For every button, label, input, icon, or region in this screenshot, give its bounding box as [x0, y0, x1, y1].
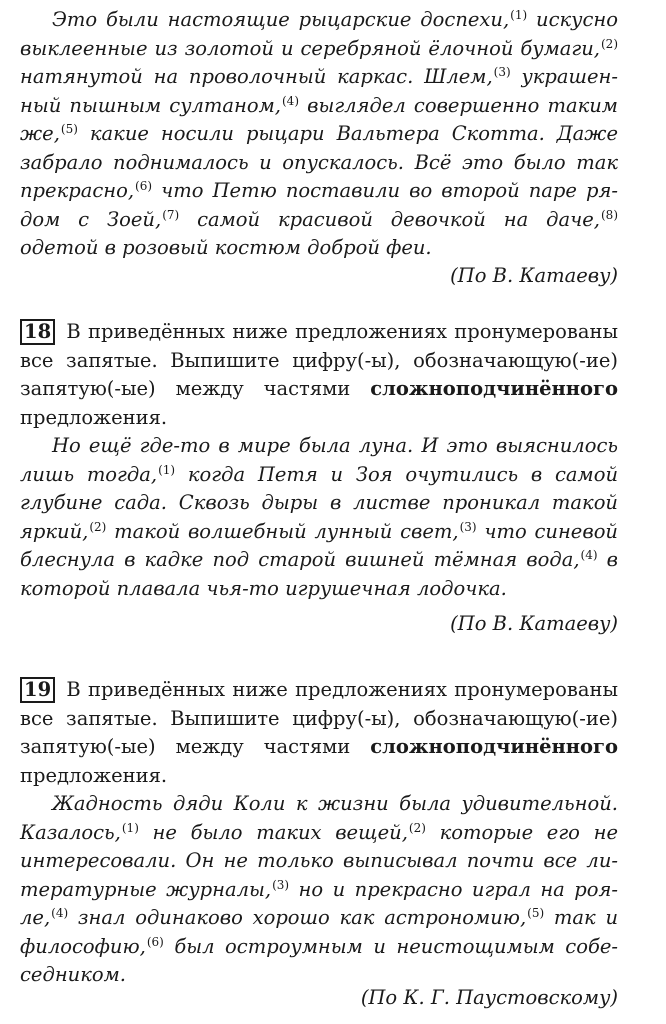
passage-text: но и прекрасно играл на рояле, — [20, 877, 618, 929]
task-number-18: 18 — [20, 319, 55, 345]
passage-text: выглядел совершенно таким же, — [20, 93, 618, 145]
comma-marker: (4) — [51, 906, 69, 920]
instruction-text: предложения. — [20, 405, 168, 429]
task-18-instruction — [20, 318, 618, 432]
instruction-bold-term: сложноподчинённого — [370, 377, 618, 400]
comma-marker: (4) — [580, 548, 598, 562]
passage-text: натянутой на проволочный каркас. Шлем, — [20, 65, 493, 88]
passage-text: что Петю поставили во второй паре рядом с Зоей, — [20, 179, 618, 231]
passage-text: такой волшебный лунный свет, — [106, 519, 459, 543]
passage-text: одетой в розовый костюм доброй феи. — [20, 236, 432, 259]
passage-text: которые его не интересовали. Он не только выписывал почти все литературные журналы, — [20, 820, 618, 901]
task-number-19: 19 — [20, 677, 55, 703]
passage-text: в которой плавала чья-то игрушечная лодочка. — [20, 548, 618, 600]
source-attribution-19: (По К. Г. Паустовскому) — [360, 986, 618, 1009]
passage-text: знал одинаково хорошо как астрономию, — [68, 906, 527, 929]
passage-text: искусно выклеенные из золотой и серебряной ёлочной бумаги, — [20, 8, 618, 60]
comma-marker: (4) — [282, 93, 299, 108]
comma-marker: (7) — [162, 207, 180, 222]
instruction-text: предложения. — [20, 763, 168, 787]
source-attribution-18: (По В. Катаеву) — [450, 612, 618, 635]
task-18-passage — [20, 432, 618, 603]
comma-marker: (5) — [527, 906, 545, 920]
comma-marker: (2) — [89, 519, 107, 534]
task-19-passage — [20, 790, 618, 990]
comma-marker: (5) — [60, 122, 78, 136]
text-passage-1 — [20, 6, 618, 263]
passage-text: Это были настоящие рыцарские доспехи, — [52, 8, 510, 31]
passage-text: так и философию, — [20, 906, 619, 958]
comma-marker: (2) — [601, 36, 618, 51]
comma-marker: (3) — [459, 519, 477, 534]
comma-marker: (3) — [272, 877, 290, 892]
instruction-text: В приведённых ниже предложениях пронумерованы все запятые. Выпишите цифру(-ы), обозначающую(-ие) запятую(-ые) между частями — [20, 678, 618, 758]
comma-marker: (2) — [408, 820, 426, 835]
passage-text: что синевой блеснула в кадке под старой вишней тёмная вода, — [20, 519, 618, 571]
comma-marker: (1) — [510, 8, 528, 22]
passage-text: Жадность дяди Коли к жизни была удивительной. Казалось, — [20, 792, 618, 844]
comma-marker: (1) — [158, 462, 176, 477]
passage-text: самой красивой девочкой на даче, — [179, 207, 600, 231]
passage-text: когда Петя и Зоя очутились в самой глубине сада. Сквозь дыры в листве проникал такой яркий, — [20, 462, 619, 543]
passage-text: какие носили рыцари Вальтера Скотта. Даже забрало поднималось и опускалось. Всё это было так прекрасно, — [20, 122, 618, 202]
source-attribution-1: (По В. Катаеву) — [450, 264, 618, 287]
instruction-text: В приведённых ниже предложениях пронумерованы все запятые. Выпишите цифру(-ы), обозначающую(-ие) запятую(-ые) между частями — [20, 320, 618, 400]
passage-text: украшенный пышным султаном, — [20, 65, 618, 117]
passage-text: Но ещё где-то в мире была луна. И это выяснилось лишь тогда, — [20, 434, 618, 486]
passage-text: не было таких вещей, — [138, 820, 408, 844]
comma-marker: (8) — [601, 207, 618, 222]
passage-text: был остроумным и неистощимым собеседником. — [20, 934, 618, 986]
comma-marker: (6) — [135, 179, 153, 193]
comma-marker: (1) — [121, 820, 139, 835]
instruction-bold-term: сложноподчинённого — [370, 735, 618, 758]
comma-marker: (6) — [146, 934, 164, 949]
task-19-instruction — [20, 676, 618, 790]
comma-marker: (3) — [493, 65, 511, 79]
